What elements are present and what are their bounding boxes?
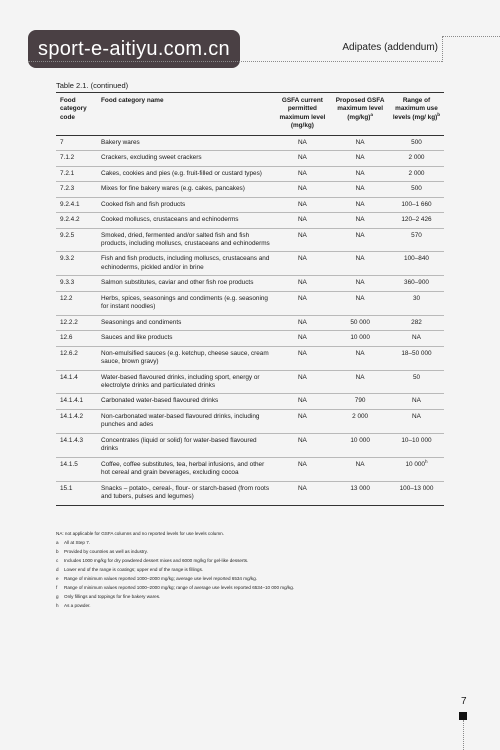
cell-gsfa-text: NA	[297, 373, 307, 381]
cell-range-text: 570	[411, 231, 422, 239]
table-row	[56, 315, 444, 330]
cell-name	[99, 135, 274, 150]
cell-gsfa-text: NA	[297, 169, 307, 177]
note-item	[56, 539, 444, 548]
cell-name-text: Herbs, spices, seasonings and condiments (e.g. seasoning for instant noodles)	[101, 294, 268, 311]
table-body	[56, 135, 444, 505]
cell-name	[99, 370, 274, 394]
cell-proposed	[331, 213, 389, 228]
cell-name-text: Crackers, excluding sweet crackers	[101, 154, 202, 162]
cell-range	[389, 433, 444, 457]
cell-name-text: Concentrates (liquid or solid) for water-based flavoured drinks	[101, 436, 257, 453]
cell-gsfa	[274, 291, 332, 315]
cell-code	[56, 370, 99, 394]
note-symbol: b	[56, 548, 59, 554]
note-item	[56, 566, 444, 575]
notes-list	[56, 539, 444, 611]
header-proposed-text: Proposed GSFA maximum level (mg/kg)	[335, 97, 385, 121]
cell-name-text: Cooked fish and fish products	[101, 200, 186, 208]
cell-name	[99, 331, 274, 346]
cell-gsfa	[274, 135, 332, 150]
cell-code	[56, 291, 99, 315]
cell-name-text: Coffee, coffee substitutes, tea, herbal infusions, and other hot cereal and grain beverages, excluding cocoa	[101, 460, 265, 477]
cell-gsfa-text: NA	[297, 231, 307, 239]
note-item	[56, 584, 444, 593]
cell-code-text: 14.1.4	[60, 373, 78, 381]
cell-code-text: 7.2.3	[60, 185, 75, 193]
cell-range-text: 30	[412, 294, 421, 302]
table-row	[56, 197, 444, 212]
corner-dotted-rule-h	[442, 36, 500, 37]
header-range-text: Range of maximum use levels (mg/ kg)	[392, 97, 438, 121]
cell-proposed	[331, 457, 389, 481]
cell-code-text: 9.2.5	[60, 231, 75, 239]
cell-range-text: 120–2 426	[401, 216, 432, 224]
note-text: Includes 1000 mg/kg for dry powdered dessert mixes and 6000 mg/kg for gel-like desserts.	[64, 557, 249, 563]
cell-gsfa	[274, 346, 332, 370]
note-symbol: d	[56, 566, 59, 572]
cell-code	[56, 197, 99, 212]
cell-range-text: 2 000	[408, 169, 425, 177]
cell-gsfa-text: NA	[297, 216, 307, 224]
note-symbol: c	[56, 557, 59, 563]
cell-proposed-text: 10 000	[350, 334, 370, 342]
cell-code-text: 14.1.4.2	[60, 412, 84, 420]
notes-intro: NA: not applicable for GSFA columns and no reported levels for use levels column.	[56, 531, 225, 536]
cell-proposed	[331, 433, 389, 457]
cell-name	[99, 346, 274, 370]
cell-range-text: NA	[412, 397, 421, 405]
cell-range	[389, 331, 444, 346]
cell-range	[389, 394, 444, 409]
cell-name-text: Non-carbonated water-based flavoured drinks, including punches and ades	[101, 412, 260, 429]
note-item	[56, 548, 444, 557]
cell-code	[56, 409, 99, 433]
cell-proposed-text: NA	[355, 279, 365, 287]
cell-name-text: Sauces and like products	[101, 334, 173, 342]
note-text: Only fillings and toppings for fine bakery wares.	[64, 593, 161, 599]
cell-proposed	[331, 151, 389, 166]
cell-name	[99, 213, 274, 228]
table-row	[56, 409, 444, 433]
note-text: Range of minimum values reported 1000–2000 mg/kg; range of average use levels reported 6534–10 000 mg/kg.	[64, 584, 295, 590]
cell-range-text: 100–840	[404, 255, 429, 263]
cell-code-text: 7	[60, 138, 64, 146]
cell-proposed-text: 50 000	[350, 318, 370, 326]
cell-gsfa	[274, 409, 332, 433]
cell-range-text: 10–10 000	[401, 436, 432, 444]
table-row	[56, 331, 444, 346]
cell-proposed-text: NA	[355, 373, 365, 381]
cell-code-text: 14.1.4.1	[60, 397, 84, 405]
cell-name-text: Non-emulsified sauces (e.g. ketchup, cheese sauce, cream sauce, brown gravy)	[101, 349, 269, 366]
note-item	[56, 593, 444, 602]
cell-proposed	[331, 315, 389, 330]
table-caption: Table 2.1. (continued)	[56, 81, 129, 90]
cell-gsfa-text: NA	[297, 436, 307, 444]
header-range	[389, 93, 444, 136]
header-code: Food category code	[60, 97, 87, 121]
cell-gsfa	[274, 228, 332, 252]
cell-gsfa-text: NA	[297, 154, 307, 162]
cell-range	[389, 135, 444, 150]
cell-gsfa-text: NA	[297, 484, 307, 492]
cell-code-text: 9.3.3	[60, 279, 75, 287]
cell-range-text: NA	[412, 334, 421, 342]
cell-proposed-text: NA	[355, 185, 365, 193]
cell-code	[56, 135, 99, 150]
cell-gsfa	[274, 276, 332, 291]
cell-gsfa	[274, 433, 332, 457]
note-text: Provided by countries as well as industry.	[64, 548, 148, 554]
food-category-table	[56, 92, 444, 506]
table-row	[56, 457, 444, 481]
cell-name-text: Seasonings and condiments	[101, 318, 182, 326]
cell-proposed-text: 10 000	[350, 436, 370, 444]
header-gsfa: GSFA current permitted maximum level (mg/kg)	[279, 97, 326, 130]
cell-gsfa	[274, 182, 332, 197]
cell-name	[99, 276, 274, 291]
cell-range-sup: h	[424, 458, 428, 464]
cell-name	[99, 394, 274, 409]
cell-name	[99, 315, 274, 330]
cell-gsfa	[274, 481, 332, 505]
cell-proposed	[331, 346, 389, 370]
cell-name-text: Bakery wares	[101, 138, 140, 146]
note-item	[56, 602, 444, 611]
cell-code-text: 7.1.2	[60, 154, 75, 162]
cell-name-text: Mixes for fine bakery wares (e.g. cakes, pancakes)	[101, 185, 245, 193]
table-row	[56, 228, 444, 252]
cell-range-text: 10 000	[405, 460, 425, 468]
cell-proposed	[331, 166, 389, 181]
cell-range	[389, 409, 444, 433]
header-range-sup: b	[437, 111, 441, 117]
cell-name-text: Salmon substitutes, caviar and other fish roe products	[101, 279, 254, 287]
cell-gsfa-text: NA	[297, 349, 307, 357]
cell-range	[389, 166, 444, 181]
cell-name	[99, 481, 274, 505]
cell-name-text: Snacks – potato-, cereal-, flour- or starch-based (from roots and tubers, pulses and legumes)	[101, 484, 270, 501]
cell-range-text: 18–50 000	[401, 349, 432, 357]
cell-code-text: 7.2.1	[60, 169, 75, 177]
cell-gsfa	[274, 166, 332, 181]
table-header-row	[56, 93, 444, 136]
page-marker	[459, 712, 467, 720]
header-name: Food category name	[101, 97, 164, 104]
cell-proposed-text: NA	[355, 154, 365, 162]
cell-proposed-text: NA	[355, 169, 365, 177]
cell-proposed-text: NA	[355, 255, 365, 263]
cell-code-text: 9.3.2	[60, 255, 75, 263]
cell-proposed	[331, 394, 389, 409]
cell-gsfa-text: NA	[297, 460, 307, 468]
running-head: Adipates (addendum)	[342, 42, 438, 53]
cell-proposed-text: 790	[354, 397, 366, 405]
cell-name-text: Water-based flavoured drinks, including sport, energy or electrolyte drinks and particulated drinks	[101, 373, 260, 389]
cell-name	[99, 151, 274, 166]
cell-gsfa	[274, 370, 332, 394]
cell-code-text: 9.2.4.1	[60, 200, 80, 208]
cell-code-text: 12.2	[60, 294, 73, 302]
cell-range-text: 500	[411, 185, 422, 193]
cell-code	[56, 331, 99, 346]
cell-proposed	[331, 370, 389, 394]
cell-name	[99, 409, 274, 433]
cell-proposed	[331, 228, 389, 252]
cell-gsfa-text: NA	[297, 138, 307, 146]
cell-range	[389, 291, 444, 315]
cell-name	[99, 166, 274, 181]
cell-range	[389, 276, 444, 291]
note-text: As a powder.	[64, 602, 91, 608]
cell-name-text: Cakes, cookies and pies (e.g. fruit-filled or custard types)	[101, 169, 262, 177]
note-item	[56, 575, 444, 584]
note-text: All at Step 7.	[64, 539, 91, 545]
cell-gsfa-text: NA	[297, 185, 307, 193]
cell-code	[56, 346, 99, 370]
cell-range-text: NA	[412, 412, 421, 420]
table-row	[56, 166, 444, 181]
watermark-banner: sport-e-aitiyu.com.cn	[28, 30, 240, 68]
cell-proposed-text: NA	[355, 231, 365, 239]
note-text: Range of minimum values reported 1000–2000 mg/kg; average use level reported 6534 mg/kg.	[64, 575, 258, 581]
cell-proposed	[331, 135, 389, 150]
table-row	[56, 433, 444, 457]
cell-range-text: 100–13 000	[399, 484, 434, 492]
cell-range	[389, 213, 444, 228]
cell-gsfa	[274, 457, 332, 481]
cell-range	[389, 315, 444, 330]
cell-proposed-text: NA	[355, 216, 365, 224]
cell-range-text: 100–1 660	[401, 200, 432, 208]
cell-code	[56, 457, 99, 481]
table-row	[56, 291, 444, 315]
table-notes	[56, 530, 444, 611]
cell-gsfa	[274, 197, 332, 212]
cell-code-text: 9.2.4.2	[60, 216, 80, 224]
cell-code	[56, 213, 99, 228]
table-row	[56, 394, 444, 409]
cell-proposed	[331, 481, 389, 505]
cell-code-text: 15.1	[60, 484, 73, 492]
cell-proposed	[331, 276, 389, 291]
cell-code-text: 14.1.5	[60, 460, 78, 468]
cell-gsfa-text: NA	[297, 200, 307, 208]
cell-code-text: 12.2.2	[60, 318, 78, 326]
cell-code	[56, 166, 99, 181]
cell-proposed	[331, 409, 389, 433]
cell-code	[56, 182, 99, 197]
cell-gsfa	[274, 315, 332, 330]
cell-code-text: 12.6	[60, 334, 73, 342]
note-symbol: g	[56, 593, 59, 599]
table-row	[56, 213, 444, 228]
table-row	[56, 346, 444, 370]
cell-code	[56, 394, 99, 409]
note-item	[56, 557, 444, 566]
cell-gsfa	[274, 331, 332, 346]
cell-proposed-text: NA	[355, 138, 365, 146]
cell-code	[56, 481, 99, 505]
cell-code	[56, 433, 99, 457]
cell-range-text: 50	[412, 373, 421, 381]
cell-code-text: 14.1.4.3	[60, 436, 84, 444]
cell-name	[99, 291, 274, 315]
cell-range	[389, 252, 444, 276]
cell-proposed	[331, 252, 389, 276]
table-row	[56, 182, 444, 197]
cell-gsfa-text: NA	[297, 412, 307, 420]
table-row	[56, 370, 444, 394]
header-proposed	[331, 93, 389, 136]
cell-proposed-text: 13 000	[350, 484, 370, 492]
cell-name-text: Carbonated water-based flavoured drinks	[101, 397, 219, 405]
cell-gsfa-text: NA	[297, 397, 307, 405]
cell-range	[389, 457, 444, 481]
cell-range	[389, 151, 444, 166]
cell-proposed-text: NA	[355, 294, 365, 302]
note-symbol: a	[56, 539, 59, 545]
cell-gsfa	[274, 394, 332, 409]
note-text: Lower end of the range is coatings; upper end of the range is fillings.	[64, 566, 204, 572]
cell-gsfa-text: NA	[297, 294, 307, 302]
table-row	[56, 481, 444, 505]
cell-name-text: Smoked, dried, fermented and/or salted fish and fish products, including molluscs, crustaceans and echinoderms	[101, 231, 270, 247]
cell-range-text: 282	[411, 318, 422, 326]
cell-gsfa-text: NA	[297, 334, 307, 342]
cell-name	[99, 457, 274, 481]
cell-range-text: 2 000	[408, 154, 425, 162]
cell-range	[389, 370, 444, 394]
cell-name	[99, 252, 274, 276]
cell-proposed	[331, 197, 389, 212]
cell-range	[389, 346, 444, 370]
cell-proposed-text: NA	[355, 460, 365, 468]
cell-code-text: 12.6.2	[60, 349, 78, 357]
table-row	[56, 151, 444, 166]
cell-code	[56, 228, 99, 252]
cell-code	[56, 315, 99, 330]
cell-proposed-text: 2 000	[352, 412, 369, 420]
cell-range-text: 360–900	[404, 279, 429, 287]
header-dotted-rule	[28, 61, 442, 62]
cell-name	[99, 228, 274, 252]
cell-gsfa	[274, 151, 332, 166]
cell-proposed-text: NA	[355, 200, 365, 208]
corner-dotted-rule-v	[442, 36, 443, 62]
cell-gsfa-text: NA	[297, 318, 307, 326]
cell-range-text: 500	[411, 138, 422, 146]
cell-code	[56, 151, 99, 166]
footer-dotted-rule	[463, 720, 464, 750]
cell-name-text: Cooked molluscs, crustaceans and echinoderms	[101, 216, 239, 224]
cell-range	[389, 182, 444, 197]
cell-proposed-text: NA	[355, 349, 365, 357]
cell-proposed	[331, 331, 389, 346]
table-row	[56, 252, 444, 276]
note-symbol: h	[56, 602, 59, 608]
cell-name	[99, 182, 274, 197]
header-proposed-sup: a	[370, 111, 373, 117]
note-symbol: f	[56, 584, 58, 590]
table-row	[56, 135, 444, 150]
cell-gsfa-text: NA	[297, 279, 307, 287]
cell-proposed	[331, 291, 389, 315]
cell-gsfa	[274, 213, 332, 228]
cell-code	[56, 252, 99, 276]
table-row	[56, 276, 444, 291]
cell-name	[99, 433, 274, 457]
cell-code	[56, 276, 99, 291]
cell-range	[389, 481, 444, 505]
cell-range	[389, 197, 444, 212]
note-symbol: e	[56, 575, 59, 581]
cell-name-text: Fish and fish products, including molluscs, crustaceans and echinoderms, pickled and/or in brine	[101, 255, 270, 271]
cell-gsfa	[274, 252, 332, 276]
cell-name	[99, 197, 274, 212]
page-number: 7	[461, 696, 467, 707]
cell-gsfa-text: NA	[297, 255, 307, 263]
cell-proposed	[331, 182, 389, 197]
cell-range	[389, 228, 444, 252]
